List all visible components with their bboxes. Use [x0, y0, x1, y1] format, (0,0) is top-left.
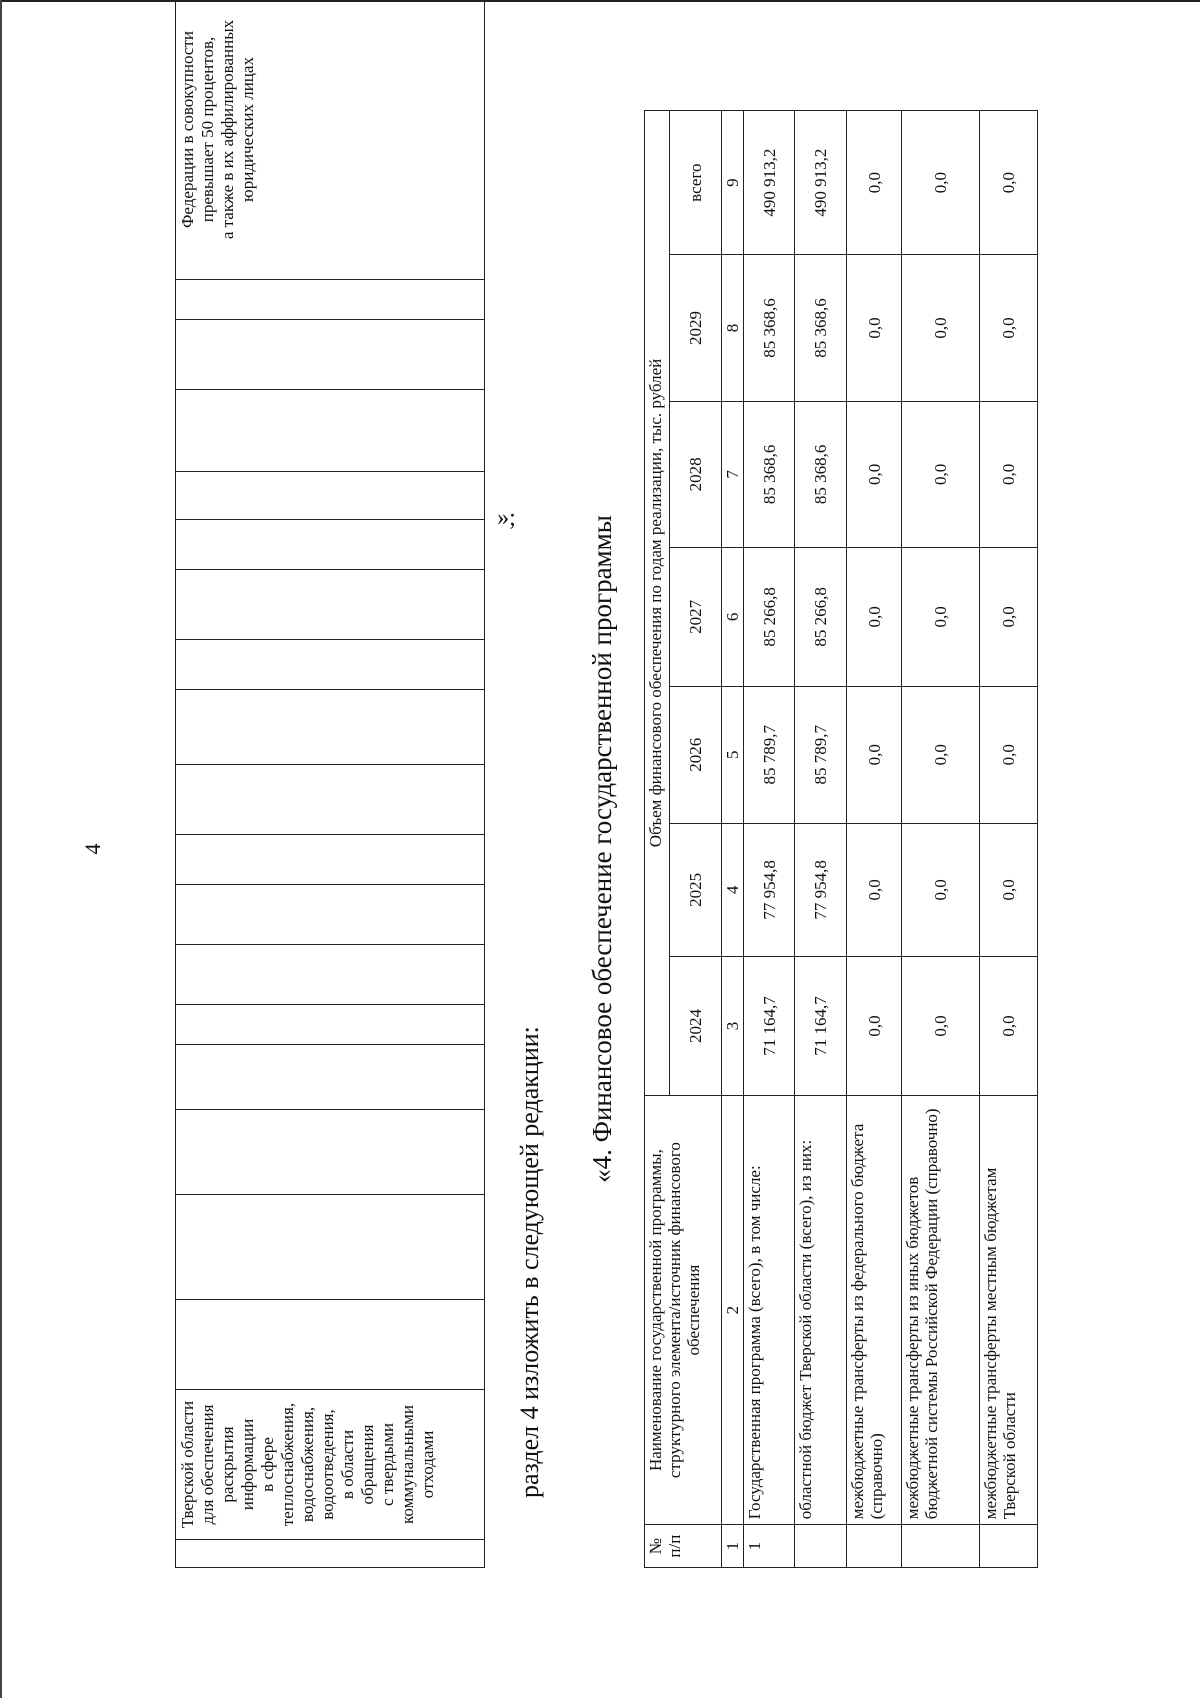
- column-index: 5: [722, 686, 744, 823]
- row-number: [795, 1525, 847, 1568]
- row-value: 85 789,7: [795, 686, 847, 823]
- row-value: 0,0: [980, 401, 1038, 547]
- cell-text-line: информации: [238, 1418, 257, 1511]
- column-header-total: всего: [670, 111, 722, 255]
- table-cell: [176, 1300, 485, 1390]
- table-row: [847, 111, 902, 1568]
- instruction-text: раздел 4 изложить в следующей редакции:: [515, 1026, 544, 1498]
- row-value: 0,0: [847, 255, 902, 401]
- column-header-year: 2025: [670, 823, 722, 957]
- row-value: 0,0: [980, 255, 1038, 401]
- table-cell: [176, 765, 485, 835]
- row-value: 0,0: [980, 686, 1038, 823]
- cell-text-line: в области: [338, 1429, 357, 1500]
- column-index: 8: [722, 255, 744, 401]
- column-header-name: Наименование государственной программы, структурного элемента/источник финансового обеспечения: [645, 1095, 722, 1524]
- cell-text-line: Федерации в совокупности: [178, 31, 197, 228]
- row-value: 85 266,8: [744, 547, 795, 686]
- row-value: 0,0: [902, 686, 980, 823]
- table-cell: [176, 1110, 485, 1195]
- row-value: 0,0: [980, 957, 1038, 1096]
- row-value: 0,0: [980, 823, 1038, 957]
- table-cell-federation-text: [176, 0, 485, 280]
- table-cell: [176, 1540, 485, 1568]
- row-value: 0,0: [902, 547, 980, 686]
- row-value: 0,0: [902, 401, 980, 547]
- row-value: 85 368,6: [795, 255, 847, 401]
- column-header-volume: Объем финансового обеспечения по годам реализации, тыс. рублей: [645, 111, 670, 1096]
- table-cell: [176, 280, 485, 320]
- row-value: 0,0: [902, 255, 980, 401]
- cell-text-line: водоотведения,: [318, 1409, 337, 1520]
- row-value: 71 164,7: [795, 957, 847, 1096]
- column-index: 7: [722, 401, 744, 547]
- column-header-year: 2028: [670, 401, 722, 547]
- table-cell: [176, 520, 485, 570]
- cell-text-line: коммунальными: [398, 1405, 417, 1524]
- row-value: 71 164,7: [744, 957, 795, 1096]
- table-cell: [176, 1005, 485, 1045]
- table-cell: [176, 320, 485, 390]
- row-value: 0,0: [980, 547, 1038, 686]
- row-value: 0,0: [902, 111, 980, 255]
- table-row: [744, 111, 795, 1568]
- cell-text-line: обращения: [358, 1424, 377, 1505]
- row-value: 77 954,8: [744, 823, 795, 957]
- row-value: 0,0: [847, 401, 902, 547]
- row-name: межбюджетные трансферты из федерального бюджета (справочно): [847, 1095, 902, 1524]
- table-cell: [176, 640, 485, 690]
- table-cell: [176, 835, 485, 885]
- table-cell-program-text: [176, 1390, 485, 1540]
- section-title: «4. Финансовое обеспечение государственной программы: [587, 515, 617, 1183]
- table-row: [980, 111, 1038, 1568]
- row-number: [902, 1525, 980, 1568]
- column-index: 6: [722, 547, 744, 686]
- table-cell: [176, 1045, 485, 1110]
- column-header-year: 2027: [670, 547, 722, 686]
- cell-text-line: Тверской области: [178, 1400, 197, 1529]
- cell-text-line: водоснабжения,: [298, 1406, 317, 1523]
- cell-text-line: юридических лицах: [238, 57, 257, 202]
- column-index: 3: [722, 957, 744, 1096]
- financing-table-body: [744, 111, 1038, 1568]
- financing-table: [644, 110, 1038, 1568]
- column-header-year: 2026: [670, 686, 722, 823]
- row-value: 85 368,6: [744, 401, 795, 547]
- row-value: 490 913,2: [795, 111, 847, 255]
- row-value: 0,0: [902, 957, 980, 1096]
- table-cell: [176, 690, 485, 765]
- row-value: 0,0: [847, 686, 902, 823]
- row-value: 85 368,6: [744, 255, 795, 401]
- row-number: [980, 1525, 1038, 1568]
- column-header-year: 2029: [670, 255, 722, 401]
- row-value: 0,0: [847, 111, 902, 255]
- row-number: 1: [744, 1525, 795, 1568]
- row-number: [847, 1525, 902, 1568]
- row-value: 490 913,2: [744, 111, 795, 255]
- row-value: 85 789,7: [744, 686, 795, 823]
- table-cell: [176, 472, 485, 520]
- row-name: Государственная программа (всего), в том числе:: [744, 1095, 795, 1524]
- cell-text-line: в сфере: [258, 1437, 277, 1492]
- column-header-year: 2024: [670, 957, 722, 1096]
- cell-text-lines: [178, 0, 258, 273]
- cell-text-line: отходами: [418, 1430, 437, 1499]
- column-index: 2: [722, 1095, 744, 1524]
- table-row: [902, 111, 980, 1568]
- closing-quote-mark: »;: [497, 505, 516, 532]
- cell-text-line: а также в их аффилированных: [218, 19, 237, 240]
- table-cell: [176, 1195, 485, 1300]
- row-name: областной бюджет Тверской области (всего), из них:: [795, 1095, 847, 1524]
- column-header-number: № п/п: [645, 1525, 722, 1568]
- cell-text-line: теплоснабжения,: [278, 1402, 297, 1527]
- row-value: 77 954,8: [795, 823, 847, 957]
- column-index: 1: [722, 1525, 744, 1568]
- table-cell: [176, 390, 485, 472]
- row-value: 0,0: [902, 823, 980, 957]
- cell-text-line: превышает 50 процентов,: [198, 36, 217, 223]
- table-row: [795, 111, 847, 1568]
- table-cell: [176, 945, 485, 1005]
- table-cell: [176, 885, 485, 945]
- row-value: 0,0: [847, 823, 902, 957]
- cell-text-line: раскрытия: [218, 1426, 237, 1503]
- column-index: 9: [722, 111, 744, 255]
- cell-text-line: для обеспечения: [198, 1404, 217, 1525]
- column-index: 4: [722, 823, 744, 957]
- row-value: 0,0: [980, 111, 1038, 255]
- table-cell: [176, 570, 485, 640]
- row-value: 85 368,6: [795, 401, 847, 547]
- row-value: 0,0: [847, 957, 902, 1096]
- row-name: межбюджетные трансферты из иных бюджетов бюджетной системы Российской Федерации (справочно): [902, 1095, 980, 1524]
- row-name: межбюджетные трансферты местным бюджетам Тверской области: [980, 1095, 1038, 1524]
- cell-text-line: с твердыми: [378, 1423, 397, 1506]
- continuation-table: [175, 0, 485, 1568]
- row-value: 0,0: [847, 547, 902, 686]
- page-number: 4: [80, 843, 105, 855]
- row-value: 85 266,8: [795, 547, 847, 686]
- cell-text-lines: [178, 1396, 438, 1533]
